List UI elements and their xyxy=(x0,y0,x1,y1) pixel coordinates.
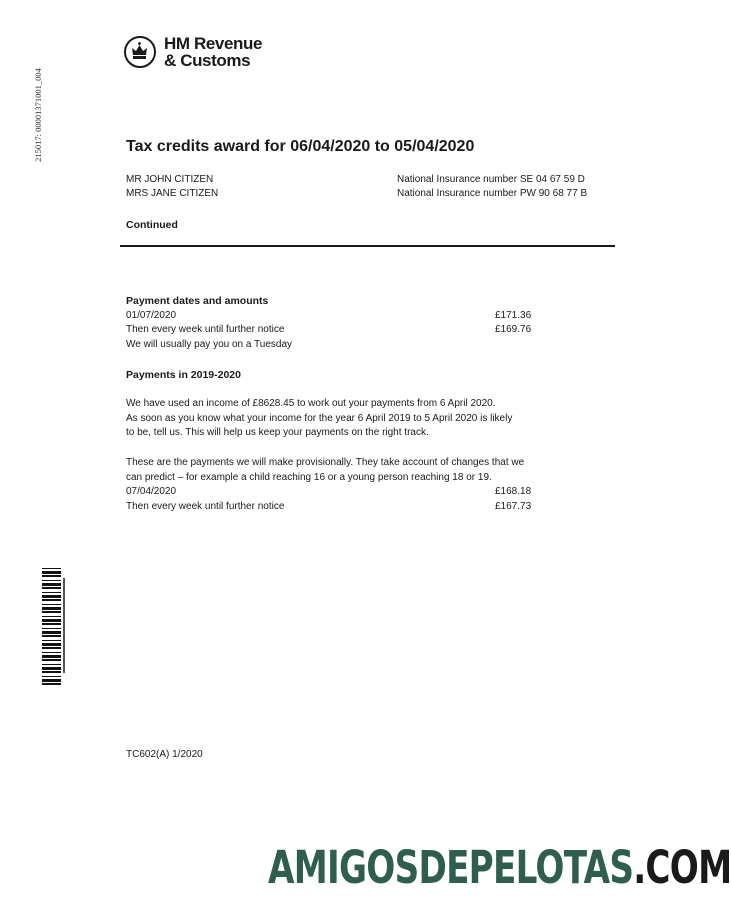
payment-day-note: We will usually pay you on a Tuesday xyxy=(126,338,293,350)
paragraph-line: These are the payments we will make provisionally. They take account of changes that we xyxy=(126,457,525,468)
ni-number-1: National Insurance number SE 04 67 59 D xyxy=(397,174,585,185)
payment-amount: £168.18 xyxy=(495,486,532,498)
payment-row xyxy=(126,500,546,515)
payment-dates-heading: Payment dates and amounts xyxy=(126,295,269,307)
claimant-name-2: MRS JANE CITIZEN xyxy=(126,188,219,199)
payment-row xyxy=(126,485,546,500)
continued-label: Continued xyxy=(126,219,178,231)
paragraph-line: can predict – for example a child reaching 16 or a young person reaching 18 or 19. xyxy=(126,471,492,483)
hmrc-logo xyxy=(124,36,274,76)
payment-dates-section xyxy=(126,294,546,352)
payment-row xyxy=(126,323,546,338)
payment-date: Then every week until further notice xyxy=(126,500,285,512)
section-divider xyxy=(120,245,615,247)
page-title: Tax credits award for 06/04/2020 to 05/04/2020 xyxy=(126,138,475,155)
payment-date: 01/07/2020 xyxy=(126,309,177,321)
provisional-paragraph xyxy=(126,456,546,514)
barcode xyxy=(42,568,68,686)
payment-date: 07/04/2020 xyxy=(126,486,177,498)
payment-amount: £171.36 xyxy=(495,309,532,321)
watermark-tld: .COM xyxy=(633,841,731,894)
payment-row xyxy=(126,309,546,324)
ni-number-2: National Insurance number PW 90 68 77 B xyxy=(397,188,588,199)
logo-wordmark xyxy=(164,35,262,69)
paragraph-line: As soon as you know what your income for the year 6 April 2019 to 5 April 2020 is likely xyxy=(126,412,513,424)
watermark-main: AMIGOSDEPELOTAS xyxy=(268,841,634,894)
watermark xyxy=(268,838,731,898)
side-reference xyxy=(29,60,47,170)
side-reference-text: 215017: 00001371001_004 xyxy=(33,68,43,162)
payment-amount: £167.73 xyxy=(495,500,532,512)
payments-year-heading: Payments in 2019-2020 xyxy=(126,369,241,381)
payment-amount: £169.76 xyxy=(495,324,532,336)
form-code: TC602(A) 1/2020 xyxy=(126,749,203,760)
payment-date: Then every week until further notice xyxy=(126,324,285,336)
paragraph-line: We have used an income of £8628.45 to work out your payments from 6 April 2020. xyxy=(126,398,496,409)
paragraph-line: to be, tell us. This will help us keep your payments on the right track. xyxy=(126,427,429,439)
claimant-name-1: MR JOHN CITIZEN xyxy=(126,174,214,185)
income-paragraph xyxy=(126,397,512,441)
crown-icon xyxy=(124,36,156,68)
logo-line-2: & Customs xyxy=(164,51,251,70)
logo-line-1: HM Revenue xyxy=(164,34,263,53)
